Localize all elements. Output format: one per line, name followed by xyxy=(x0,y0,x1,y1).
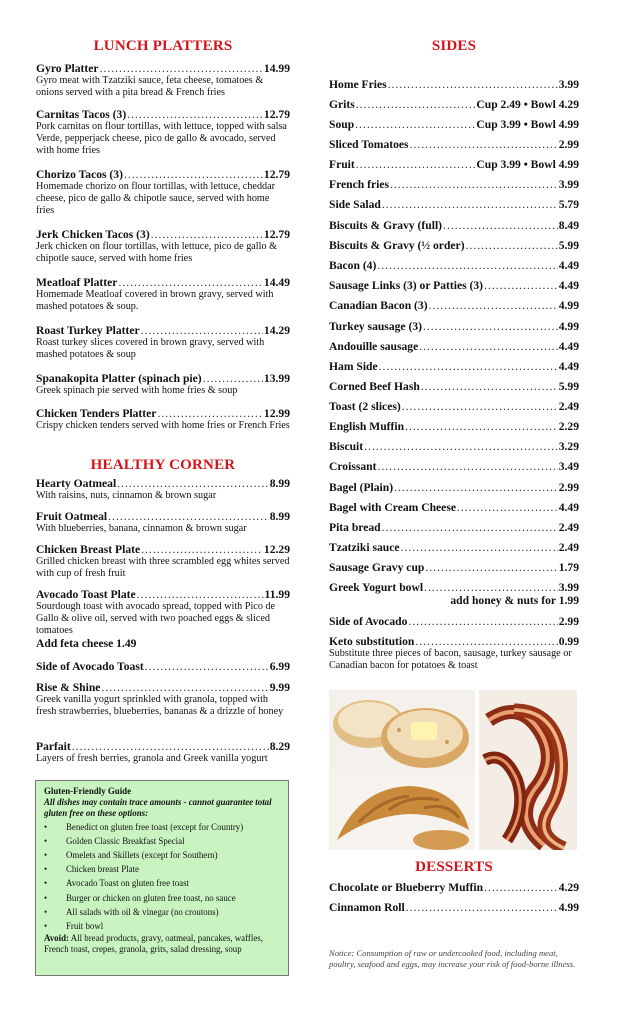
item-price: 2.49 xyxy=(558,541,579,554)
item-extra: add honey & nuts for 1.99 xyxy=(450,594,579,607)
menu-item-row xyxy=(329,198,579,211)
lunch-item xyxy=(36,407,290,432)
side-item xyxy=(329,78,579,91)
dessert-item xyxy=(329,901,579,914)
bullet-icon: • xyxy=(44,878,48,889)
item-name: Rise & Shine xyxy=(36,681,101,694)
dot-leader xyxy=(382,198,558,211)
item-name: Roast Turkey Platter xyxy=(36,324,140,337)
item-price: 9.99 xyxy=(269,681,290,694)
item-name: French fries xyxy=(329,178,389,191)
item-price: 2.99 xyxy=(558,615,579,628)
side-item xyxy=(329,98,579,111)
item-name: Sausage Links (3) or Patties (3) xyxy=(329,279,484,292)
menu-item-row xyxy=(36,510,290,523)
bullet-icon: • xyxy=(44,850,48,861)
menu-item-row xyxy=(329,400,579,413)
menu-item-row xyxy=(329,460,579,473)
healthy-item xyxy=(36,681,290,718)
item-name: Toast (2 slices) xyxy=(329,400,401,413)
menu-item-row xyxy=(329,259,579,272)
bullet-icon: • xyxy=(44,821,48,832)
dot-leader xyxy=(100,62,263,75)
item-price: Cup 2.49 • Bowl 4.29 xyxy=(476,98,579,111)
menu-item-row xyxy=(329,440,579,453)
menu-item-row xyxy=(329,901,579,914)
item-price: 14.49 xyxy=(263,276,290,289)
side-item xyxy=(329,158,579,171)
menu-item-row xyxy=(36,477,290,490)
menu-item-row xyxy=(329,561,579,574)
gluten-option xyxy=(44,876,280,890)
dot-leader xyxy=(466,239,558,252)
healthy-item xyxy=(36,740,290,765)
side-item xyxy=(329,340,579,353)
item-price: 4.49 xyxy=(558,340,579,353)
item-name: Ham Side xyxy=(329,360,378,373)
menu-item-row xyxy=(329,635,579,648)
item-price: 5.99 xyxy=(558,239,579,252)
gluten-option-text: Omelets and Skillets (except for Southern) xyxy=(66,850,218,861)
menu-item-row xyxy=(329,380,579,393)
menu-item-row xyxy=(36,740,290,753)
menu-item-row xyxy=(329,541,579,554)
item-description: Layers of fresh berries, granola and Greek vanilla yogurt xyxy=(36,753,268,764)
lunch-item xyxy=(36,324,290,361)
item-price: 12.79 xyxy=(263,228,290,241)
item-name: Corned Beef Hash xyxy=(329,380,420,393)
item-name: Fruit xyxy=(329,158,355,171)
item-name: Pita bread xyxy=(329,521,381,534)
item-name: Grits xyxy=(329,98,355,111)
gluten-option xyxy=(44,848,280,862)
item-price: 5.79 xyxy=(558,198,579,211)
item-name: Home Fries xyxy=(329,78,387,91)
item-name: Biscuits & Gravy (full) xyxy=(329,219,443,232)
side-item xyxy=(329,440,579,453)
side-item xyxy=(329,198,579,211)
dot-leader xyxy=(151,228,263,241)
gluten-option-text: Chicken breast Plate xyxy=(66,864,139,875)
dot-leader xyxy=(419,340,557,353)
item-name: Canadian Bacon (3) xyxy=(329,299,428,312)
item-price: 11.99 xyxy=(264,588,290,601)
gluten-option xyxy=(44,862,280,876)
menu-item-row xyxy=(329,615,579,628)
side-item xyxy=(329,501,579,514)
menu-item-row xyxy=(329,581,579,594)
dot-leader xyxy=(408,615,557,628)
gluten-option-text: All salads with oil & vinegar (no croutons) xyxy=(66,906,219,917)
item-description: Grilled chicken breast with three scrambled egg whites served with cup of fresh fruit xyxy=(36,556,290,579)
dot-leader xyxy=(443,219,558,232)
item-name: Biscuits & Gravy (½ order) xyxy=(329,239,465,252)
item-price: 3.99 xyxy=(558,178,579,191)
item-price: 13.99 xyxy=(263,372,290,385)
menu-item-row xyxy=(36,660,290,673)
dot-leader xyxy=(394,481,558,494)
bullet-icon: • xyxy=(44,892,48,903)
dessert-item xyxy=(329,881,579,894)
menu-item-row xyxy=(36,62,290,75)
english-muffin-photo xyxy=(329,690,475,774)
dot-leader xyxy=(141,324,263,337)
item-price: 6.99 xyxy=(269,660,290,673)
item-price: 4.99 xyxy=(558,299,579,312)
item-price: 12.99 xyxy=(263,407,290,420)
lunch-item xyxy=(36,62,290,99)
menu-item-row xyxy=(36,588,290,601)
gluten-option-text: Burger or chicken on gluten free toast, no sauce xyxy=(66,892,236,903)
item-name: Hearty Oatmeal xyxy=(36,477,117,490)
side-item xyxy=(329,360,579,373)
item-price: 4.49 xyxy=(558,259,579,272)
item-description: With blueberries, banana, cinnamon & brown sugar xyxy=(36,523,247,534)
dot-leader xyxy=(157,407,262,420)
item-description: Pork carnitas on flour tortillas, with lettuce, topped with salsa Verde, pepperjack cheese, pico de gallo & avocado, served with home fries xyxy=(36,121,287,156)
menu-item-row xyxy=(329,501,579,514)
gluten-guide-subtitle: All dishes may contain trace amounts - cannot guarantee total gluten free on these options: xyxy=(44,797,272,819)
lunch-item xyxy=(36,168,290,217)
dot-leader xyxy=(72,740,269,753)
dot-leader xyxy=(410,138,558,151)
menu-item-row xyxy=(329,158,579,171)
lunch-item xyxy=(36,108,290,157)
menu-item-row xyxy=(36,543,290,556)
item-name: Biscuit xyxy=(329,440,364,453)
gluten-option xyxy=(44,905,280,919)
healthy-item xyxy=(36,588,290,650)
dot-leader xyxy=(377,259,557,272)
dot-leader xyxy=(429,299,558,312)
gluten-option xyxy=(44,834,280,848)
item-price: 4.49 xyxy=(558,501,579,514)
gluten-friendly-guide xyxy=(35,780,289,976)
sides-heading: SIDES xyxy=(431,38,477,54)
item-name: Side of Avocado xyxy=(329,615,408,628)
item-price: 5.99 xyxy=(558,380,579,393)
menu-item-row xyxy=(329,118,579,131)
item-name: Carnitas Tacos (3) xyxy=(36,108,127,121)
item-price: 3.49 xyxy=(558,460,579,473)
dot-leader xyxy=(425,561,557,574)
side-item xyxy=(329,615,579,628)
gluten-option-text: Benedict on gluten free toast (except for Country) xyxy=(66,821,244,832)
menu-item-row xyxy=(36,276,290,289)
healthy-item xyxy=(36,477,290,502)
item-price: 4.49 xyxy=(558,360,579,373)
gluten-option xyxy=(44,891,280,905)
item-name: English Muffin xyxy=(329,420,405,433)
food-safety-notice: Notice: Consumption of raw or undercooked food, including meat, poultry, seafood and eggs, may increase your risk of food-borne illness. xyxy=(329,948,576,969)
item-description: Greek spinach pie served with home fries & soup xyxy=(36,385,238,396)
menu-item-row xyxy=(329,340,579,353)
item-price: Cup 3.99 • Bowl 4.99 xyxy=(476,118,579,131)
item-description: Roast turkey slices covered in brown gravy, served with mashed potatoes & soup xyxy=(36,337,265,360)
healthy-item xyxy=(36,510,290,535)
item-price: 1.79 xyxy=(558,561,579,574)
item-name: Soup xyxy=(329,118,355,131)
item-name: Bacon (4) xyxy=(329,259,377,272)
dot-leader xyxy=(124,168,263,181)
menu-item-row xyxy=(36,372,290,385)
item-name: Side of Avocado Toast xyxy=(36,660,144,673)
item-name: Chicken Breast Plate xyxy=(36,543,141,556)
lunch-item xyxy=(36,276,290,313)
gluten-avoid-note xyxy=(44,933,280,955)
item-name: Chocolate or Blueberry Muffin xyxy=(329,881,484,894)
lunch-item xyxy=(36,372,290,397)
item-description: Sourdough toast with avocado spread, topped with Pico de Gallo & olive oil, served with two poached eggs & sliced tomatoes xyxy=(36,601,276,636)
item-name: Sliced Tomatoes xyxy=(329,138,409,151)
menu-item-row xyxy=(329,360,579,373)
item-price: 8.99 xyxy=(269,510,290,523)
menu-item-row xyxy=(329,138,579,151)
dot-leader xyxy=(401,541,558,554)
item-name: Andouille sausage xyxy=(329,340,419,353)
menu-item-row xyxy=(36,108,290,121)
healthy-corner-heading: HEALTHY CORNER xyxy=(90,457,236,473)
side-item xyxy=(329,400,579,413)
dot-leader xyxy=(423,320,558,333)
healthy-item xyxy=(36,543,290,580)
dot-leader xyxy=(388,78,558,91)
avoid-label: Avoid: xyxy=(44,933,69,944)
item-description: With raisins, nuts, cinnamon & brown sugar xyxy=(36,490,217,501)
side-item xyxy=(329,420,579,433)
item-price: 8.99 xyxy=(269,477,290,490)
gluten-option-text: Fruit bowl xyxy=(66,921,104,932)
menu-item-row xyxy=(329,78,579,91)
item-price: 12.79 xyxy=(263,168,290,181)
item-description: Homemade Meatloaf covered in brown gravy, served with mashed potatoes & soup. xyxy=(36,289,274,312)
menu-item-row xyxy=(329,481,579,494)
side-item xyxy=(329,380,579,393)
menu-item-row xyxy=(329,420,579,433)
menu-item-row xyxy=(329,98,579,111)
side-item xyxy=(329,178,579,191)
gluten-option xyxy=(44,820,280,834)
side-item xyxy=(329,219,579,232)
dot-leader xyxy=(457,501,558,514)
bullet-icon: • xyxy=(44,921,48,932)
dot-leader xyxy=(145,660,269,673)
menu-item-row xyxy=(329,320,579,333)
item-price: 3.29 xyxy=(558,440,579,453)
dot-leader xyxy=(421,380,558,393)
dot-leader xyxy=(127,108,263,121)
dot-leader xyxy=(356,98,476,111)
dot-leader xyxy=(484,881,558,894)
menu-item-row xyxy=(329,279,579,292)
item-description: Greek vanilla yogurt sprinkled with granola, topped with fresh strawberries, blueberries, bananas & a drizzle of honey xyxy=(36,694,284,717)
item-price: 14.29 xyxy=(263,324,290,337)
item-name: Fruit Oatmeal xyxy=(36,510,108,523)
bullet-icon: • xyxy=(44,864,48,875)
menu-item-row xyxy=(329,299,579,312)
dot-leader xyxy=(382,521,558,534)
item-extra: Add feta cheese 1.49 xyxy=(36,637,137,650)
item-price: 2.49 xyxy=(558,521,579,534)
gluten-option-text: Avocado Toast on gluten free toast xyxy=(66,878,190,889)
gluten-option xyxy=(44,919,280,933)
item-price: 4.49 xyxy=(558,279,579,292)
menu-item-row xyxy=(329,239,579,252)
side-item xyxy=(329,279,579,292)
item-name: Jerk Chicken Tacos (3) xyxy=(36,228,150,241)
item-description: Crispy chicken tenders served with home fries or French Fries xyxy=(36,420,290,431)
item-name: Tzatziki sauce xyxy=(329,541,400,554)
menu-item-row xyxy=(36,228,290,241)
dot-leader xyxy=(101,681,268,694)
item-name: Greek Yogurt bowl xyxy=(329,581,424,594)
menu-item-row xyxy=(36,168,290,181)
side-item xyxy=(329,481,579,494)
dot-leader xyxy=(405,420,558,433)
side-item xyxy=(329,635,579,672)
bullet-icon: • xyxy=(44,906,48,917)
item-name: Sausage Gravy cup xyxy=(329,561,425,574)
item-price: 2.99 xyxy=(558,138,579,151)
item-name: Spanakopita Platter (spinach pie) xyxy=(36,372,202,385)
avoid-text: All bread products, gravy, oatmeal, pancakes, waffles, French toast, crepes, granola, grits, salad dressing, soup xyxy=(44,933,263,955)
item-price: 14.99 xyxy=(263,62,290,75)
dot-leader xyxy=(356,158,476,171)
item-price: 4.29 xyxy=(558,881,579,894)
gluten-guide-list xyxy=(44,820,280,934)
dot-leader xyxy=(118,276,262,289)
item-name: Chicken Tenders Platter xyxy=(36,407,157,420)
croissant-photo xyxy=(329,774,475,850)
item-name: Cinnamon Roll xyxy=(329,901,405,914)
item-price: Cup 3.99 • Bowl 4.99 xyxy=(476,158,579,171)
menu-item-row xyxy=(36,407,290,420)
dot-leader xyxy=(117,477,269,490)
dot-leader xyxy=(108,510,269,523)
item-price: 2.49 xyxy=(558,400,579,413)
dot-leader xyxy=(406,901,558,914)
side-item xyxy=(329,521,579,534)
item-name: Gyro Platter xyxy=(36,62,99,75)
item-name: Turkey sausage (3) xyxy=(329,320,422,333)
side-item xyxy=(329,541,579,554)
dot-leader xyxy=(137,588,264,601)
bacon-photo xyxy=(479,690,577,850)
dot-leader xyxy=(415,635,557,648)
item-description: Jerk chicken on flour tortillas, with lettuce, pico de gallo & chipotle sauce, served with home fries xyxy=(36,241,278,264)
item-price: 8.29 xyxy=(269,740,290,753)
menu-item-row xyxy=(329,178,579,191)
gluten-option-text: Golden Classic Breakfast Special xyxy=(66,835,185,846)
item-price: 4.99 xyxy=(558,320,579,333)
item-name: Keto substitution xyxy=(329,635,415,648)
food-photos xyxy=(329,690,577,850)
item-price: 8.49 xyxy=(558,219,579,232)
menu-item-row xyxy=(329,521,579,534)
side-item xyxy=(329,138,579,151)
item-description: Homemade chorizo on flour tortillas, with lettuce, cheddar cheese, pico de gallo & chipotle sauce, served with home fries xyxy=(36,181,276,216)
desserts-heading: DESSERTS xyxy=(415,859,493,875)
item-name: Bagel (Plain) xyxy=(329,481,394,494)
item-price: 0.99 xyxy=(558,635,579,648)
dot-leader xyxy=(379,360,558,373)
dot-leader xyxy=(424,581,558,594)
item-price: 3.99 xyxy=(558,581,579,594)
side-item xyxy=(329,259,579,272)
item-price: 2.29 xyxy=(558,420,579,433)
healthy-item xyxy=(36,660,290,673)
item-name: Meatloaf Platter xyxy=(36,276,118,289)
side-item xyxy=(329,239,579,252)
dot-leader xyxy=(402,400,558,413)
item-price: 12.29 xyxy=(263,543,290,556)
item-price: 12.79 xyxy=(263,108,290,121)
item-price: 2.99 xyxy=(558,481,579,494)
side-item xyxy=(329,581,579,607)
side-item xyxy=(329,299,579,312)
item-name: Avocado Toast Plate xyxy=(36,588,136,601)
side-item xyxy=(329,320,579,333)
gluten-guide-title: Gluten-Friendly Guide xyxy=(44,786,132,796)
menu-item-row xyxy=(329,219,579,232)
bullet-icon: • xyxy=(44,835,48,846)
item-name: Chorizo Tacos (3) xyxy=(36,168,123,181)
item-name: Croissant xyxy=(329,460,377,473)
item-description: Gyro meat with Tzatziki sauce, feta cheese, tomatoes & onions served with a pita bread & French fries xyxy=(36,75,264,98)
item-name: Side Salad xyxy=(329,198,381,211)
menu-item-row xyxy=(329,881,579,894)
item-price: 4.99 xyxy=(558,901,579,914)
side-item xyxy=(329,561,579,574)
lunch-item xyxy=(36,228,290,265)
dot-leader xyxy=(141,543,263,556)
side-item xyxy=(329,460,579,473)
dot-leader xyxy=(377,460,557,473)
dot-leader xyxy=(355,118,475,131)
item-name: Parfait xyxy=(36,740,71,753)
lunch-platters-heading: LUNCH PLATTERS xyxy=(93,38,233,54)
item-name: Bagel with Cream Cheese xyxy=(329,501,456,514)
dot-leader xyxy=(390,178,558,191)
menu-item-row xyxy=(36,681,290,694)
item-description: Substitute three pieces of bacon, sausage, turkey sausage or Canadian bacon for potatoes & toast xyxy=(329,648,572,671)
menu-item-row xyxy=(36,324,290,337)
side-item xyxy=(329,118,579,131)
item-price: 3.99 xyxy=(558,78,579,91)
dot-leader xyxy=(484,279,558,292)
dot-leader xyxy=(203,372,263,385)
dot-leader xyxy=(364,440,558,453)
